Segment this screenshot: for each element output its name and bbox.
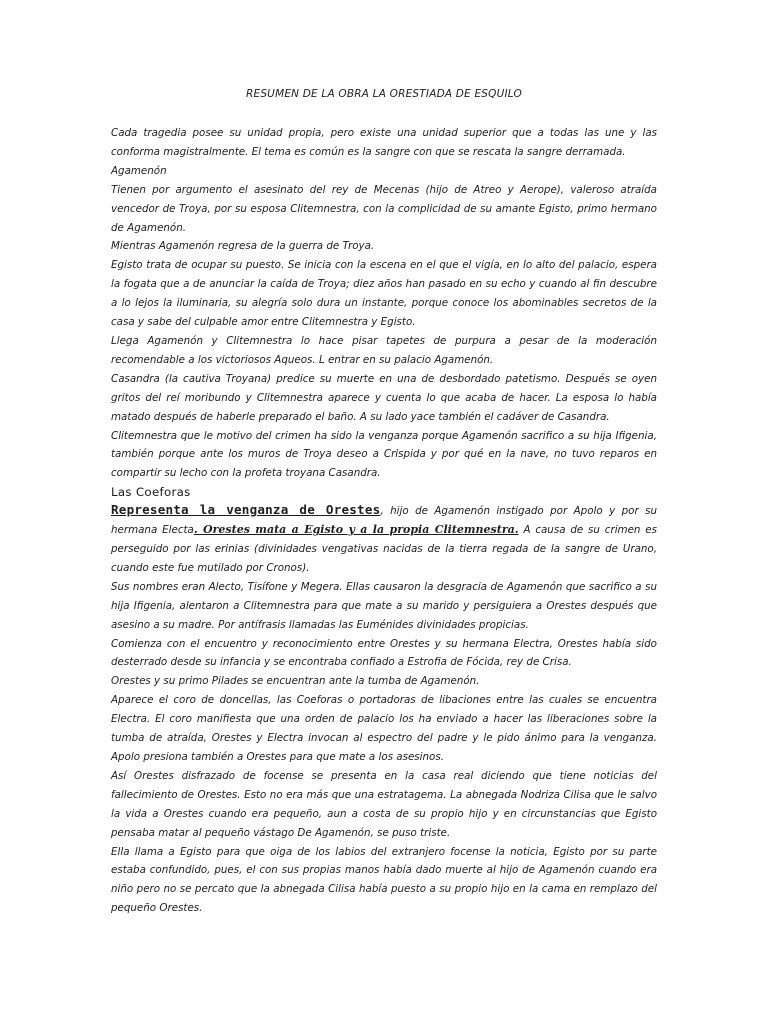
paragraph-section-intro [111,501,657,578]
paragraph-coro: Aparece el coro de doncellas, las Coeforas o portadoras de libaciones entre las cuales se encuentra Electra. El coro manifiesta que una orden de palacio los ha enviado a hacer las liberaciones sobre la tumba de atraída, Orestes y Electra invocan al espectro del padre y le pido ánimo para la venganza. Apolo presiona también a Orestes para que mate a los asesinos. [111,694,657,763]
paragraph-disfraz: Así Orestes disfrazado de focense se presenta en la casa real diciendo que tiene noticias del fallecimiento de Orestes. Esto no era más que una estratagema. La abnegada Nodriza Cilisa que le salvo la vida a Orestes cuando era pequeño, aun a costa de su propio hijo y en circunstancias que Egisto pensaba matar al pequeño vástago De Agamenón, se puso triste. [111,769,657,839]
section-intro-rest: A causa de su crimen es perseguido por las erinias (divinidades vengativas nacidas de la tierra regada de la sangre de Urano, cuando este fue mutilado por Cronos). [111,524,657,574]
section-bold-sentence: . Orestes mata a Egisto y a la propia Clitemnestra. [193,523,519,537]
paragraph-argumento: Tienen por argumento el asesinato del rey de Mecenas (hijo de Atreo y Aerope), valeroso atraída vencedor de Troya, por su esposa Clitemnestra, con la complicidad de su amante Egisto, primo hermano de Agamenón. [111,183,657,234]
paragraph-regreso: Mientras Agamenón regresa de la guerra de Troya. [111,240,375,253]
section-heading: Las Coeforas [111,485,191,500]
document-body [111,124,657,918]
paragraph-motivo: Clitemnestra que le motivo del crimen ha sido la venganza porque Agamenón sacrifico a su hija Ifigenia, también porque ante los muros de Troya deseo a Crispida y por qué en la nave, no tuvo reparos en compartir su lecho con la profeta troyana Casandra. [111,429,657,480]
paragraph-egisto-noticia: Ella llama a Egisto para que oiga de los labios del extranjero focense la noticia, Egisto por su parte estaba confundido, pues, el con sus propias manos había dado muerte al hijo de Agamenón cuando era niño pero no se percato que la abnegada Cilisa había puesto a su propio hijo en la cama en remplazo del pequeño Orestes. [111,845,657,915]
paragraph-agamenon-label: Agamenón [111,164,167,177]
paragraph-intro: Cada tragedia posee su unidad propia, pero existe una unidad superior que a todas las une y las conforma magistralmente. El tema es común es la sangre con que se rescata la sangre derramada. [111,127,657,158]
section-after-lead: , hijo de Agamenón instigado por Apolo y por su hermana Electa [111,505,657,537]
document-title: RESUMEN DE LA OBRA LA ORESTIADA DE ESQUILO [245,88,522,100]
paragraph-casandra: Casandra (la cautiva Troyana) predice su muerte en una de desbordado patetismo. Después se oyen gritos del reí moribundo y Clitemnestra aparece y cuenta lo que acaba de hacer. La esposa lo había matado después de haberle preparado el baño. A su lado yace también el cadáver de Casandra. [111,372,657,423]
section-lead: Representa la venganza de Orestes [111,502,381,518]
paragraph-llegada: Llega Agamenón y Clitemnestra lo hace pisar tapetes de purpura a pesar de la moderación recomendable a los victoriosos Aqueos. L entrar en su palacio Agamenón. [111,334,657,366]
paragraph-encuentro: Comienza con el encuentro y reconocimiento entre Orestes y su hermana Electra, Orestes había sido desterrado desde su infancia y se encontraba confiado a Estrofia de Fócida, rey de Crisa. [111,637,657,669]
paragraph-tumba: Orestes y su primo Pilades se encuentran ante la tumba de Agamenón. [111,675,480,688]
paragraph-egisto-vigia: Egisto trata de ocupar su puesto. Se inicia con la escena en el que el vigía, en lo alto del palacio, espera la fogata que a de anunciar la caída de Troya; diez años han pasado en su echo y cuando al fin descubre a lo lejos la iluminaria, su alegría solo dura un instante, porque conoce los abominables secretos de la casa y sabe del culpable amor entre Clitemnestra y Egisto. [111,259,657,329]
paragraph-erinias: Sus nombres eran Alecto, Tisífone y Megera. Ellas causaron la desgracia de Agamenón que sacrifico a su hija Ifigenia, alentaron a Clitemnestra para que mate a su marido y persiguiera a Orestes después que asesino a su madre. Por antífrasis llamadas las Euménides divinidades propicias. [111,580,657,631]
